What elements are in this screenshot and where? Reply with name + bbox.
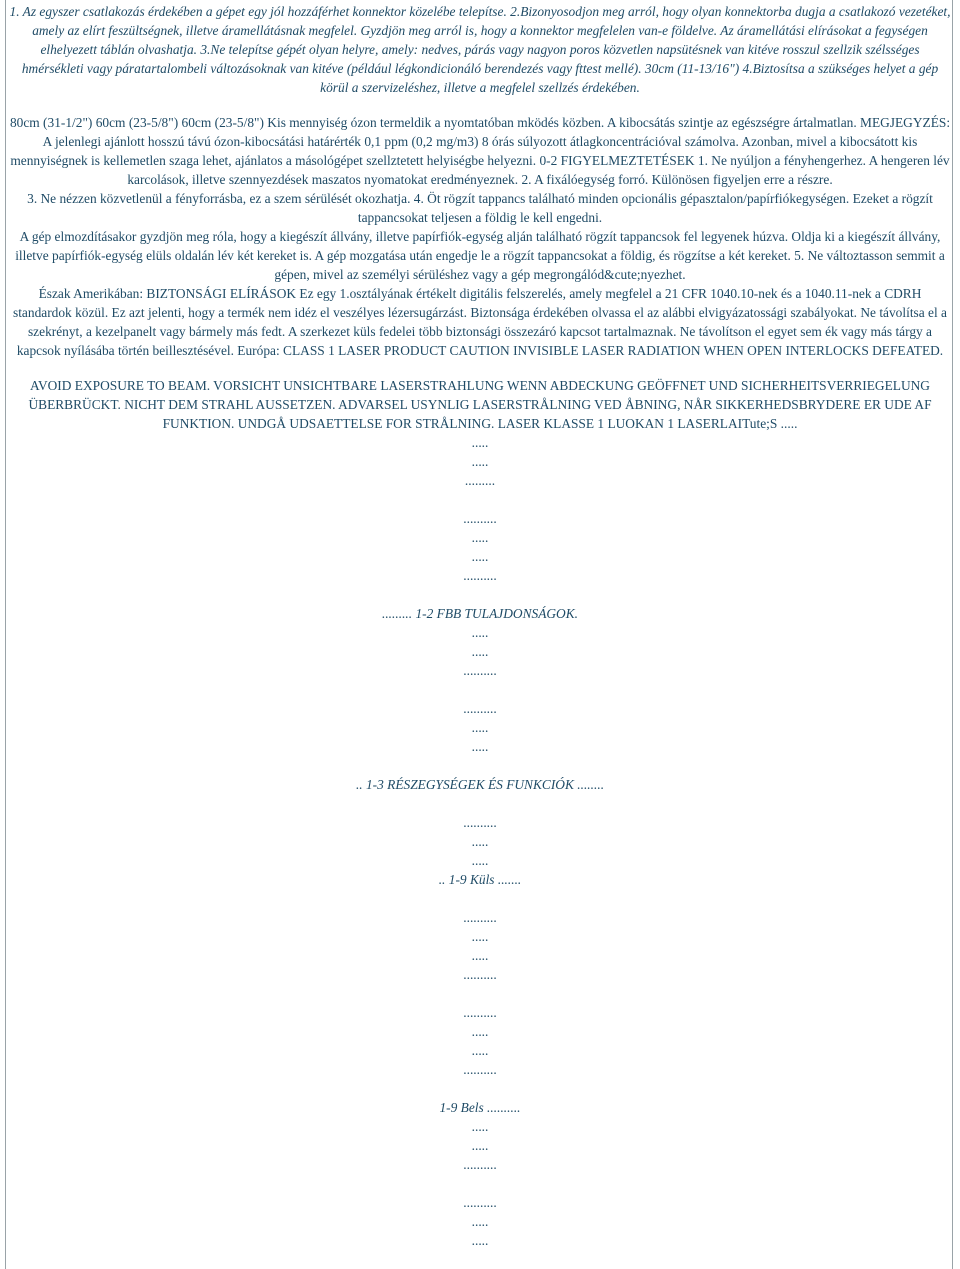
dots-line: .......... bbox=[463, 1062, 497, 1077]
toc-entry-1-2: ......... 1-2 FBB TULAJDONSÁGOK. bbox=[381, 606, 578, 621]
toc-entry-1-3: .. 1-3 RÉSZEGYSÉGEK ÉS FUNKCIÓK ........ bbox=[355, 777, 605, 792]
dots-line: ..... bbox=[471, 929, 489, 944]
dots-line: .......... bbox=[463, 1195, 497, 1210]
spacer bbox=[6, 97, 954, 113]
dots-line: ..... bbox=[471, 644, 489, 659]
dots-line: ..... bbox=[471, 853, 489, 868]
dots-line: ......... bbox=[464, 473, 496, 488]
body-paragraph: 3. Ne nézzen közvetlenül a fényforrásba, ez a szem sérülését okozhatja. 4. Öt rögzít tappancs található minden opcionális gépasztalon/papírfiókegységen. Ezeket a rögzít tappancsokat teljesen a földig le kell engedni. bbox=[27, 191, 933, 225]
intro-paragraph: 1. Az egyszer csatlakozás érdekében a gépet egy jól hozzáférhet konnektor közelébe telepítse. 2.Bizonyosodjon meg arról, hogy olyan konnektorba dugja a csatlakozó vezetéket, amely az elírt feszültségnek, illetve áramellátásnak megfelel. Gyzdjön meg arról is, hogy a konnektor megfelelen van-e földelve. Az áramellátási elírásokat a fegységen elhelyezett táblán olvashatja. 3.Ne telepítse gépét olyan helyre, amely: nedves, párás vagy nagyon poros közvetlen napsütésnek van kitéve rosszul szellzik szélsséges hmérsékleti vagy páratartalombeli változásoknak van kitéve (például légkondicionáló berendezés vagy fttest mellé). 30cm (11-13/16") 4.Biztosítsa a szükséges helyet a gép körül a szervizeléshez, illetve a megfelel szellzés érdekében. bbox=[9, 4, 951, 95]
toc-entry-1-9-kuls: .. 1-9 Küls ....... bbox=[438, 872, 522, 887]
body-paragraph: A gép elmozdításakor gyzdjön meg róla, hogy a kiegészít állvány, illetve papírfiók-egység alján található rögzít tappancsok fel legyenek húzva. Oldja ki a kiegészít állvány, illetve papírfiók-egység elüls oldalán lév két kereket is. A gép mozgatása után engedje le a rögzít tappancsokat a földig, és rögzítse a két kereket. 5. Ne változtasson semmit a gépen, mivel az személyi sérüléshez vagy a gép megrongálód&cute;nyezhet. bbox=[15, 229, 945, 282]
dots-line: ..... bbox=[471, 1119, 489, 1134]
dots-line: ..... bbox=[471, 1233, 489, 1248]
dots-line: ..... bbox=[471, 834, 489, 849]
spacer bbox=[6, 1079, 954, 1098]
spacer bbox=[6, 585, 954, 604]
dots-line: ..... bbox=[471, 948, 489, 963]
dots-line: .......... bbox=[463, 663, 497, 678]
spacer bbox=[6, 1174, 954, 1193]
dots-line: ..... bbox=[471, 435, 489, 450]
dots-line: .......... bbox=[463, 1005, 497, 1020]
dots-line: .......... bbox=[463, 815, 497, 830]
dots-line: ..... bbox=[471, 549, 489, 564]
spacer bbox=[6, 794, 954, 813]
laser-warning-paragraph: AVOID EXPOSURE TO BEAM. VORSICHT UNSICHTBARE LASERSTRAHLUNG WENN ABDECKUNG GEÖFFNET UND SICHERHEITSVERRIEGELUNG ÜBERBRÜCKT. NICHT DEM STRAHL AUSSETZEN. ADVARSEL USYNLIG LASERSTRÅLNING VED ÅBNING, NÅR SIKKERHEDSBRYDERE ER UDE AF FUNKTION. UNDGÅ UDSAETTELSE FOR STRÅLNING. LASER KLASSE 1 LUOKAN 1 LASERLAITute;S ..... bbox=[28, 378, 932, 431]
dots-line: ..... bbox=[471, 530, 489, 545]
dots-line: .......... bbox=[463, 568, 497, 583]
spacer bbox=[6, 360, 954, 376]
spacer bbox=[6, 756, 954, 775]
dots-line: ..... bbox=[471, 1043, 489, 1058]
dots-line: ..... bbox=[471, 454, 489, 469]
dots-line: ..... bbox=[471, 720, 489, 735]
spacer bbox=[6, 490, 954, 509]
dots-line: ..... bbox=[471, 1214, 489, 1229]
spacer bbox=[6, 984, 954, 1003]
dots-line: ..... bbox=[471, 1024, 489, 1039]
dots-line: .......... bbox=[463, 1157, 497, 1172]
dots-line: .......... bbox=[463, 511, 497, 526]
dots-line: .......... bbox=[463, 701, 497, 716]
body-paragraph: 80cm (31-1/2") 60cm (23-5/8") 60cm (23-5/8") Kis mennyiség ózon termeldik a nyomtatóban mködés közben. A kibocsátás szintje az egészségre ártalmatlan. MEGJEGYZÉS: A jelenlegi ajánlott hosszú távú ózon-kibocsátási határérték 0,1 ppm (0,2 mg/m3) 8 órás súlyozott átlagkoncentrációval számolva. Azonban, mivel a kibocsátott kis mennyiségnek is kellemetlen szaga lehet, ajánlatos a másológépet szellztetett helyiségbe helyezni. 0-2 FIGYELMEZTETÉSEK 1. Ne nyúljon a fényhengerhez. A hengeren lév karcolások, illetve szennyezdések maszatos nyomatokat eredményeznek. 2. A fixálóegység forró. Különösen figyeljen erre a részre. bbox=[9, 115, 951, 187]
dots-line: .......... bbox=[463, 910, 497, 925]
dots-line: ..... bbox=[471, 739, 489, 754]
spacer bbox=[6, 889, 954, 908]
toc-entry-1-9-bels: 1-9 Bels .......... bbox=[439, 1100, 521, 1115]
body-paragraph: Észak Amerikában: BIZTONSÁGI ELÍRÁSOK Ez egy 1.osztályának értékelt digitális felszerelés, amely megfelel a 21 CFR 1040.10-nek és a 1040.11-nek a CDRH standardok közül. Ez azt jelenti, hogy a termék nem idéz el veszélyes lézersugárzást. Biztonsága érdekében olvassa el az alábbi elvigyázatossági szabályokat. Ne távolítsa el a szekrényt, a kezelpanelt vagy bármely más fedt. A szerkezet küls fedelei több biztonsági összezáró kapcsot tartalmaznak. Ne távolítson el egyet sem ék vagy más tárgy a kapcsok nyílásába történ beillesztésével. Európa: CLASS 1 LASER PRODUCT CAUTION INVISIBLE LASER RADIATION WHEN OPEN INTERLOCKS DEFEATED. bbox=[13, 286, 947, 358]
dots-line: .......... bbox=[463, 967, 497, 982]
spacer bbox=[6, 680, 954, 699]
dots-line: ..... bbox=[471, 1138, 489, 1153]
document-body bbox=[6, 2, 954, 1250]
dots-line: ..... bbox=[471, 625, 489, 640]
